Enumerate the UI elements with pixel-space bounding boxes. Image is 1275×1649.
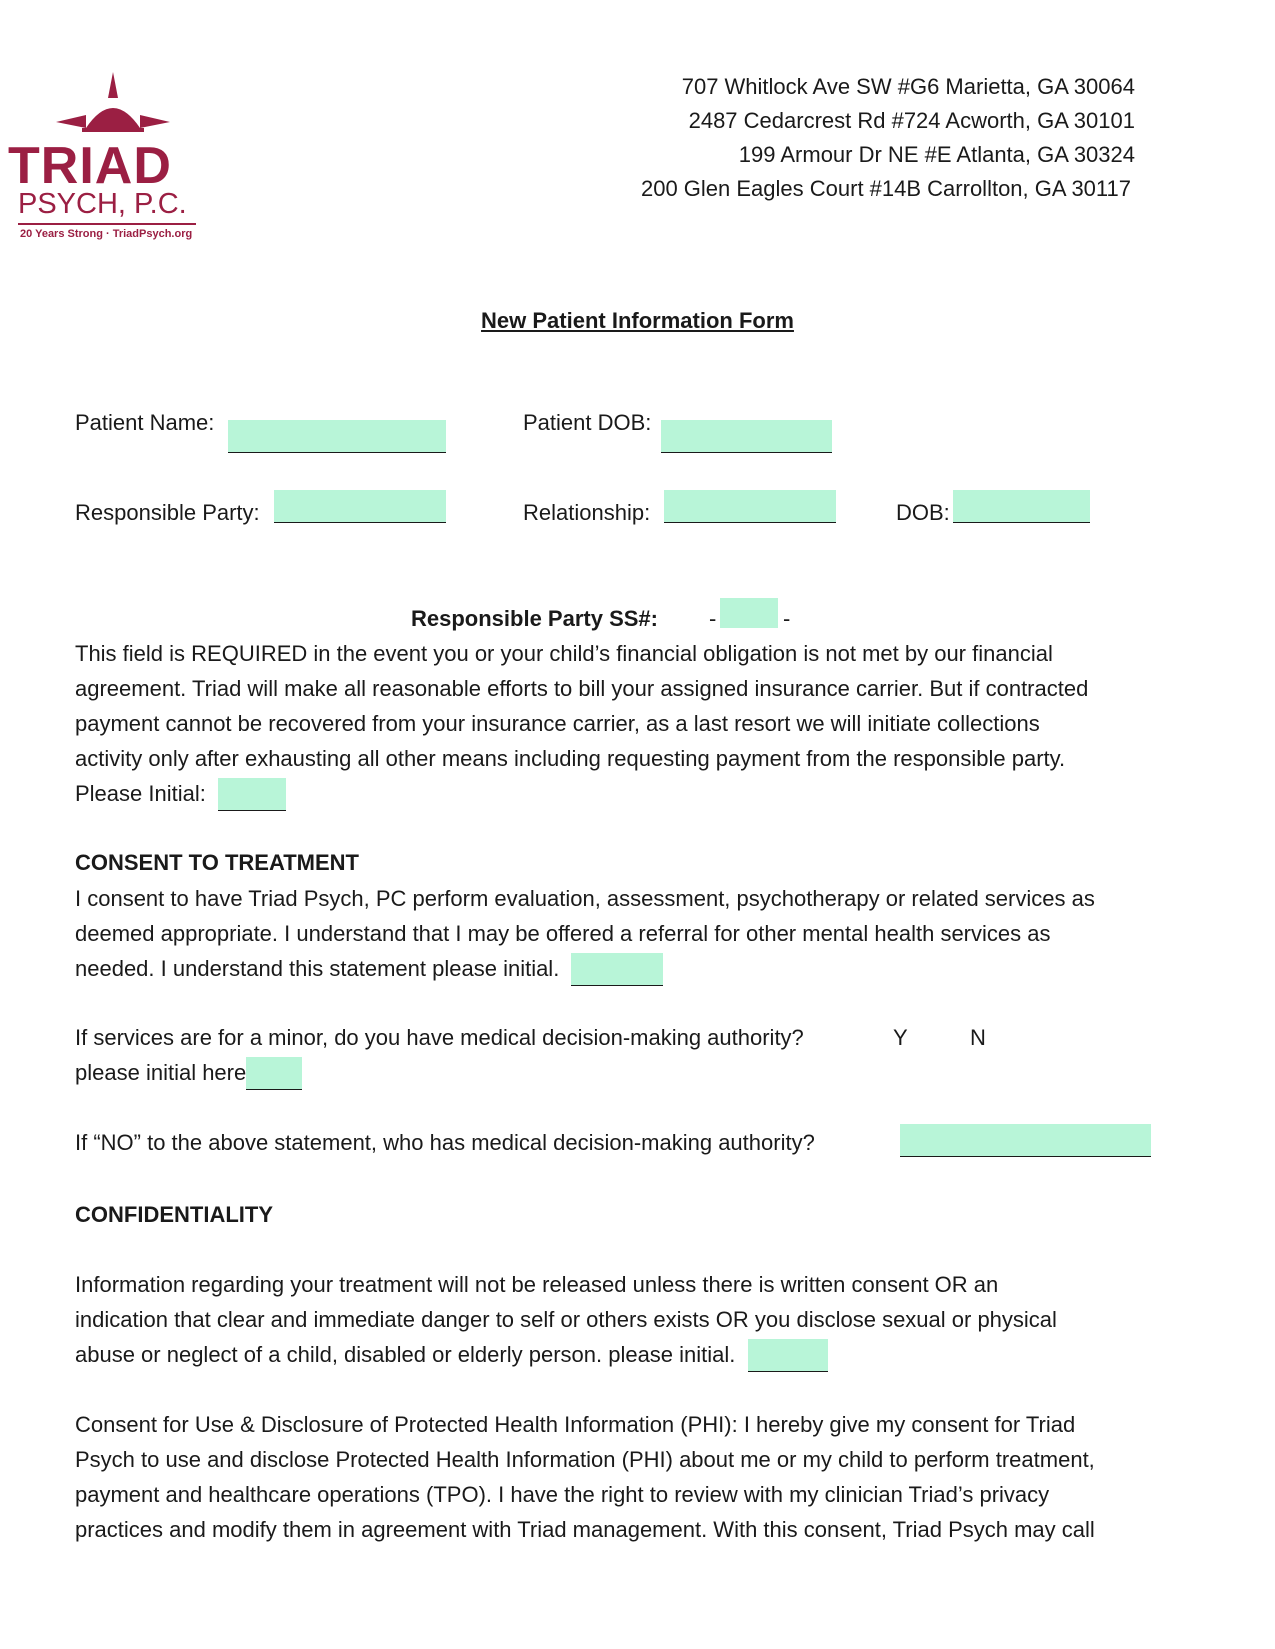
patient-name-field[interactable]	[228, 420, 446, 453]
minor-yes-option[interactable]: Y	[893, 1025, 908, 1050]
paragraph-line: practices and modify them in agreement with Triad management. With this consent, Triad Psych may call	[75, 1517, 1095, 1542]
ss-label: Responsible Party SS#:	[411, 606, 658, 631]
address-line: 199 Armour Dr NE #E Atlanta, GA 30324	[738, 142, 1135, 167]
paragraph-line: Consent for Use & Disclosure of Protected Health Information (PHI): I hereby give my consent for Triad	[75, 1412, 1076, 1437]
consent-initial-field[interactable]	[571, 953, 663, 986]
minor-initial-field[interactable]	[246, 1057, 302, 1090]
consent-last-line: needed. I understand this statement please initial.	[75, 956, 560, 981]
dob-label: DOB:	[896, 500, 950, 525]
no-authority-question: If “NO” to the above statement, who has medical decision-making authority?	[75, 1130, 815, 1155]
ss-paragraph	[75, 636, 1205, 811]
patient-dob-label: Patient DOB:	[523, 410, 652, 435]
ss-dash-1: -	[709, 606, 717, 631]
form-title: New Patient Information Form	[481, 308, 794, 333]
address-line: 2487 Cedarcrest Rd #724 Acworth, GA 30101	[688, 108, 1135, 133]
paragraph-line: This field is REQUIRED in the event you or your child’s financial obligation is not met by our financial	[75, 641, 1053, 666]
relationship-field[interactable]	[664, 490, 836, 523]
patient-dob-field[interactable]	[661, 420, 832, 453]
minor-question: If services are for a minor, do you have medical decision-making authority?	[75, 1025, 804, 1050]
ss-middle-field[interactable]	[720, 598, 778, 628]
minor-initial-row	[75, 1056, 302, 1090]
confidentiality-initial-row	[75, 1337, 1205, 1372]
ss-dash-2: -	[783, 606, 791, 631]
logo-tagline: 20 Years Strong · TriadPsych.org	[20, 228, 193, 240]
paragraph-line: Information regarding your treatment will not be released unless there is written consent OR an	[75, 1272, 999, 1297]
confidentiality-initial-field[interactable]	[748, 1339, 828, 1372]
phi-paragraph	[75, 1407, 1205, 1547]
logo-brand: TRIAD	[8, 137, 172, 195]
confidentiality-heading: CONFIDENTIALITY	[75, 1202, 273, 1227]
please-initial-field[interactable]	[218, 778, 286, 811]
responsible-party-field[interactable]	[274, 490, 446, 523]
company-logo	[8, 70, 198, 245]
minor-initial-label: please initial here	[75, 1060, 247, 1085]
paragraph-line: payment cannot be recovered from your insurance carrier, as a last resort we will initiate collections	[75, 711, 1040, 736]
paragraph-line: Psych to use and disclose Protected Health Information (PHI) about me or my child to perform treatment,	[75, 1447, 1095, 1472]
confidentiality-paragraph	[75, 1267, 1205, 1372]
paragraph-line: I consent to have Triad Psych, PC perform evaluation, assessment, psychotherapy or related services as	[75, 886, 1095, 911]
confidentiality-last-line: abuse or neglect of a child, disabled or elderly person. please initial.	[75, 1342, 736, 1367]
consent-paragraph	[75, 881, 1205, 986]
decision-authority-field[interactable]	[900, 1124, 1151, 1157]
logo-divider	[18, 223, 196, 225]
responsible-party-label: Responsible Party:	[75, 500, 260, 525]
relationship-label: Relationship:	[523, 500, 651, 525]
consent-initial-row	[75, 951, 1205, 986]
office-addresses	[641, 70, 1135, 206]
minor-no-option[interactable]: N	[970, 1025, 986, 1050]
paragraph-line: activity only after exhausting all other means including requesting payment from the responsible party.	[75, 746, 1066, 771]
patient-name-label: Patient Name:	[75, 410, 215, 435]
paragraph-line: payment and healthcare operations (TPO). I have the right to review with my clinician Triad’s privacy	[75, 1482, 1050, 1507]
consent-heading: CONSENT TO TREATMENT	[75, 850, 359, 875]
logo-sub: PSYCH, P.C.	[18, 188, 187, 220]
please-initial-label: Please Initial:	[75, 781, 206, 806]
address-line: 707 Whitlock Ave SW #G6 Marietta, GA 30064	[681, 74, 1135, 99]
paragraph-line: deemed appropriate. I understand that I may be offered a referral for other mental health services as	[75, 921, 1051, 946]
paragraph-line: agreement. Triad will make all reasonable efforts to bill your assigned insurance carrier. But if contracted	[75, 676, 1089, 701]
paragraph-line: indication that clear and immediate danger to self or others exists OR you disclose sexual or physical	[75, 1307, 1057, 1332]
dob-field[interactable]	[953, 490, 1090, 523]
address-line: 200 Glen Eagles Court #14B Carrollton, GA 30117	[640, 176, 1131, 201]
logo-emblem-icon	[8, 70, 198, 140]
please-initial-row	[75, 776, 1205, 811]
